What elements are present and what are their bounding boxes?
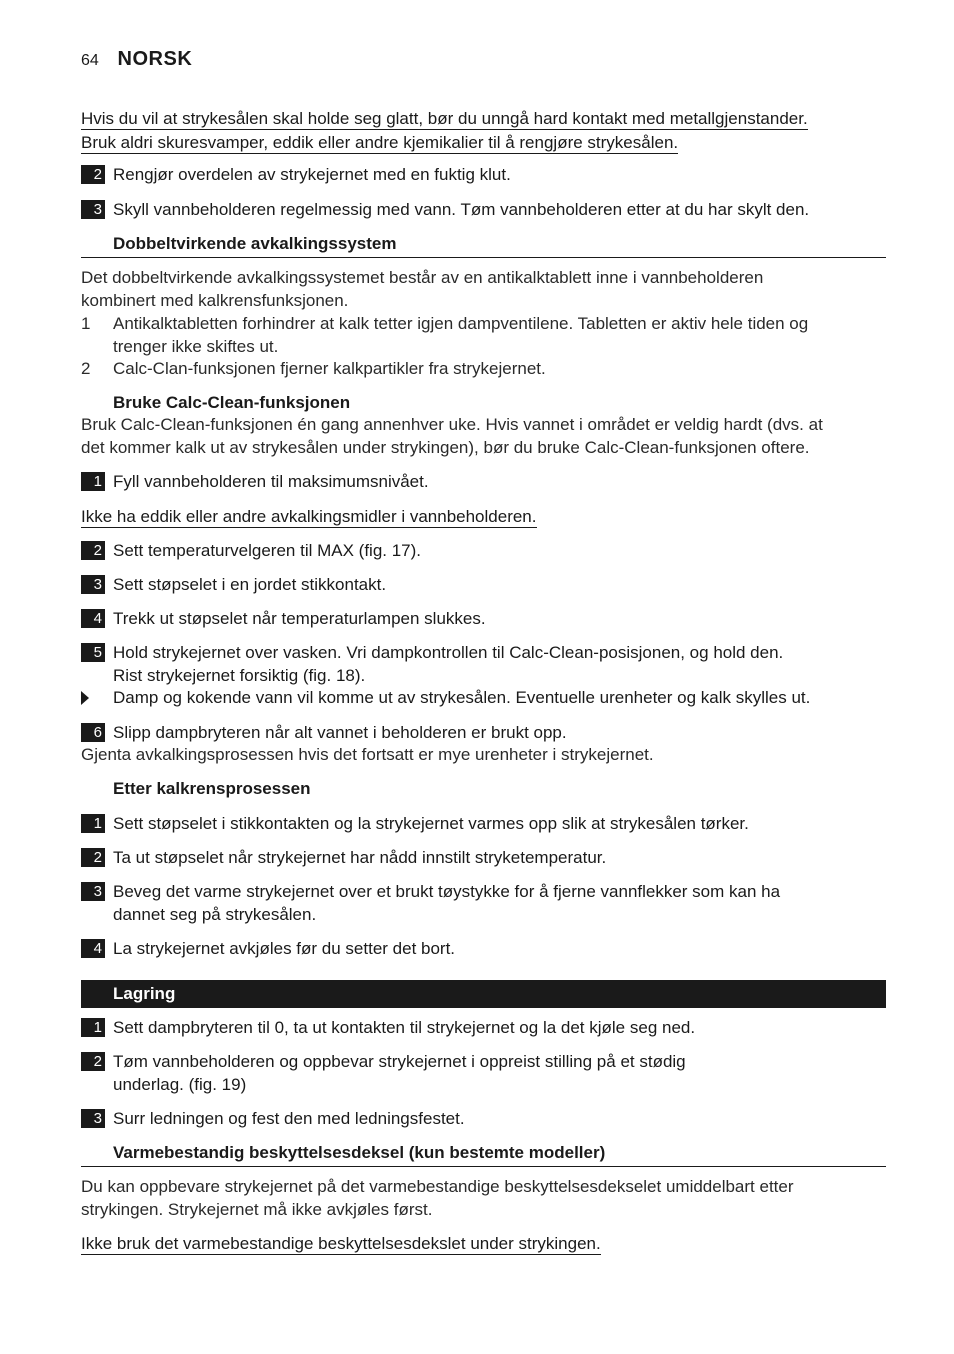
step-text: Sett temperaturvelgeren til MAX (fig. 17). (113, 541, 422, 560)
cover-intro (81, 1175, 886, 1221)
warning-vinegar (81, 505, 537, 528)
step-text: La strykejernet avkjøles før du setter det bort. (113, 939, 456, 958)
step-item (81, 846, 886, 869)
list-item (81, 312, 886, 358)
step-item (81, 198, 886, 221)
section-heading-calc-clean (81, 391, 350, 414)
section-title: Varmebestandig beskyttelsesdeksel (kun bestemte modeller) (113, 1143, 606, 1162)
paragraph-line: Du kan oppbevare strykejernet på det varmebestandige beskyttelsesdekselet umiddelbart etter (81, 1177, 794, 1196)
language-title: NORSK (117, 48, 193, 70)
step-item (81, 937, 886, 960)
step-text: Trekk ut støpselet når temperaturlampen slukkes. (113, 609, 486, 628)
step-number: 2 (81, 848, 105, 867)
step-text: Sett støpselet i en jordet stikkontakt. (113, 575, 387, 594)
calc-clean-note: Gjenta avkalkingsprosessen hvis det fortsatt er mye urenheter i strykejernet. (81, 745, 654, 764)
step-text: Beveg det varme strykejernet over et brukt tøystykke for å fjerne vannflekker som kan ha (113, 882, 781, 901)
step-text: Hold strykejernet over vasken. Vri dampkontrollen til Calc-Clean-posisjonen, og hold den. (113, 643, 784, 662)
step-number: 1 (81, 814, 105, 833)
step-item (81, 880, 886, 926)
warning-soleplate (81, 107, 808, 154)
paragraph-line: det kommer kalk ut av strykesålen under strykingen), bør du bruke Calc-Clean-funksjonen oftere. (81, 438, 810, 457)
list-text: trenger ikke skiftes ut. (113, 337, 279, 356)
step-number: 2 (81, 541, 105, 560)
step-text: Sett dampbryteren til 0, ta ut kontakten til strykejernet og la det kjøle seg ned. (113, 1018, 696, 1037)
step-item (81, 641, 886, 687)
step-number: 1 (81, 1018, 105, 1037)
step-number: 4 (81, 609, 105, 628)
step-text: Slipp dampbryteren når alt vannet i beholderen er brukt opp. (113, 723, 567, 742)
step-item (81, 1050, 886, 1096)
section-title: Dobbeltvirkende avkalkingssystem (113, 234, 397, 253)
section-title: Bruke Calc-Clean-funksjonen (113, 393, 351, 412)
bullet-text: Damp og kokende vann vil komme ut av strykesålen. Eventuelle urenheter og kalk skylles ut. (113, 688, 811, 707)
step-text: Sett støpselet i stikkontakten og la strykejernet varmes opp slik at strykesålen tørker. (113, 814, 749, 833)
step-item (81, 163, 886, 186)
step-number: 6 (81, 723, 105, 742)
step-text: Fyll vannbeholderen til maksimumsnivået. (113, 472, 429, 491)
section-heading-after (81, 777, 311, 800)
warning-cover (81, 1232, 601, 1255)
section-title: Lagring (113, 984, 176, 1003)
step-text: Rist strykejernet forsiktig (fig. 18). (113, 666, 366, 685)
calc-clean-intro (81, 413, 886, 459)
step-item (81, 539, 886, 562)
step-item (81, 1107, 886, 1130)
paragraph-line: Bruk Calc-Clean-funksjonen én gang annenhver uke. Hvis vannet i området er veldig hardt (dvs. at (81, 415, 823, 434)
list-item (81, 357, 886, 380)
paragraph-line: strykingen. Strykejernet må ikke avkjøles først. (81, 1200, 433, 1219)
page-number: 64 (81, 52, 99, 69)
step-item (81, 812, 886, 835)
step-text: dannet seg på strykesålen. (113, 905, 317, 924)
step-item (81, 607, 886, 630)
warning-line: Ikke ha eddik eller andre avkalkingsmidler i vannbeholderen. (81, 507, 537, 526)
step-number: 3 (81, 200, 105, 219)
warning-line: Ikke bruk det varmebestandige beskyttelsesdekslet under strykingen. (81, 1234, 601, 1253)
page-header (81, 48, 192, 74)
step-item (81, 573, 886, 596)
step-number: 5 (81, 643, 105, 662)
section-heading-storage (81, 980, 886, 1008)
step-number: 2 (81, 165, 105, 184)
list-text: Calc-Clan-funksjonen fjerner kalkpartikler fra strykejernet. (113, 359, 546, 378)
section-heading-cover (81, 1141, 886, 1167)
step-text: Tøm vannbeholderen og oppbevar strykejernet i oppreist stilling på et stødig (113, 1052, 686, 1071)
descaling-intro (81, 266, 886, 312)
warning-line: Bruk aldri skuresvamper, eddik eller andre kjemikalier til å rengjøre strykesålen. (81, 133, 679, 152)
step-number: 3 (81, 882, 105, 901)
step-text: Surr ledningen og fest den med ledningsfestet. (113, 1109, 465, 1128)
step-text: Ta ut støpselet når strykejernet har nådd innstilt stryketemperatur. (113, 848, 607, 867)
paragraph-line: kombinert med kalkrensfunksjonen. (81, 291, 349, 310)
bullet-item (81, 686, 886, 709)
step-text: Skyll vannbeholderen regelmessig med vann. Tøm vannbeholderen etter at du har skylt den. (113, 200, 810, 219)
step-number: 2 (81, 1052, 105, 1071)
section-heading-descaling (81, 232, 886, 258)
section-title: Etter kalkrensprosessen (113, 779, 311, 798)
step-item (81, 721, 886, 744)
step-number: 3 (81, 575, 105, 594)
list-number: 2 (81, 359, 91, 378)
step-item (81, 1016, 886, 1039)
step-number: 3 (81, 1109, 105, 1128)
paragraph-line: Det dobbeltvirkende avkalkingssystemet består av en antikalktablett inne i vannbeholderen (81, 268, 764, 287)
list-text: Antikalktabletten forhindrer at kalk tetter igjen dampventilene. Tabletten er aktiv hele tiden og (113, 314, 809, 333)
step-text: underlag. (fig. 19) (113, 1075, 247, 1094)
step-text: Rengjør overdelen av strykejernet med en fuktig klut. (113, 165, 511, 184)
step-number: 1 (81, 472, 105, 491)
warning-line: Hvis du vil at strykesålen skal holde seg glatt, bør du unngå hard kontakt med metallgjenstander. (81, 109, 808, 128)
step-item (81, 470, 886, 493)
list-number: 1 (81, 314, 91, 333)
bullet-triangle-icon (81, 691, 89, 705)
step-number: 4 (81, 939, 105, 958)
